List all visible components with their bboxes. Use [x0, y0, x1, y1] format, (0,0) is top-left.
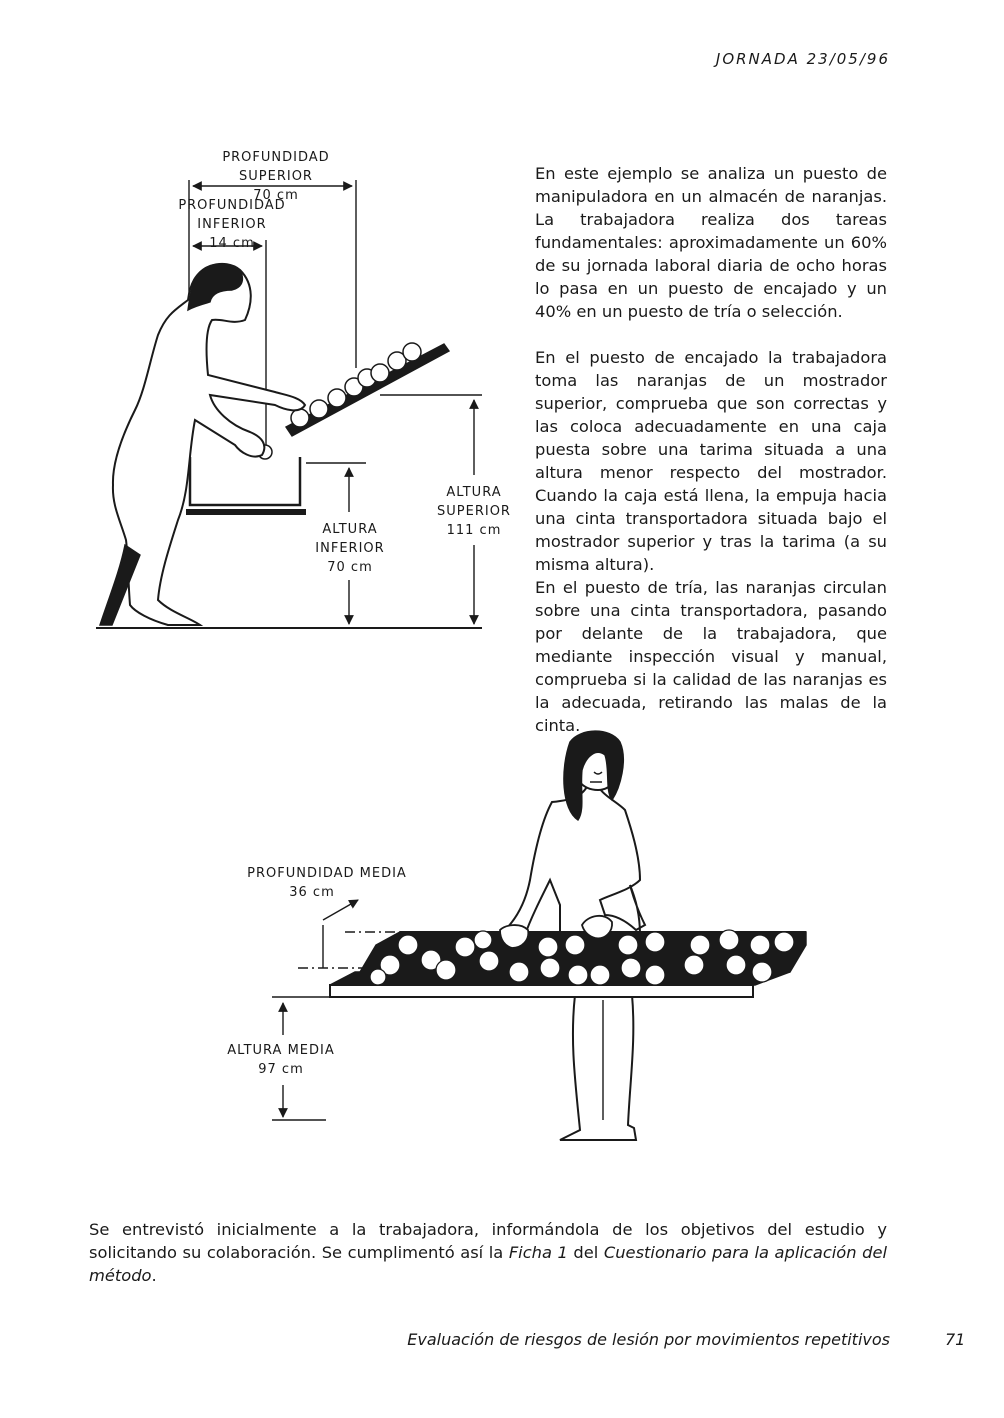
label-profundidad-inferior: PROFUNDIDAD INFERIOR 14 cm	[178, 198, 286, 251]
conveyor-belt-front	[330, 972, 790, 985]
page-number: 71	[945, 1330, 966, 1349]
journal-header: JORNADA 23/05/96	[715, 50, 890, 68]
label-altura-media: ALTURA MEDIA 97 cm	[227, 1043, 335, 1077]
cuestionario-reference: Cuestionario para la aplicación del método	[89, 1243, 887, 1286]
conveyor-edge	[330, 985, 753, 997]
worker-bottom-legs	[560, 995, 636, 1140]
sorting-station-figure	[272, 731, 806, 1140]
dim-profundidad-media-arrow	[323, 900, 358, 920]
paragraph-encajado: En el puesto de encajado la trabajadora toma las naranjas de un mostrador superior, comprueba que son correctas y las coloca adecuadamente en una caja puesta sobre una tarima situada a una altura menor respecto del mostrador. Cuando la caja está llena, la empuja hacia una cinta transportadora situada bajo el mostrador superior y tras la tarima (a su misma altura).	[535, 348, 887, 575]
footer-title: Evaluación de riesgos de lesión por movimientos repetitivos	[407, 1330, 890, 1349]
label-profundidad-superior: PROFUNDIDAD SUPERIOR 70 cm	[222, 150, 330, 203]
box	[190, 457, 300, 505]
label-altura-superior: ALTURA SUPERIOR 111 cm	[437, 485, 511, 538]
paragraph-tria: En el puesto de tría, las naranjas circulan sobre una cinta transportadora, pasando por delante de la trabajadora, que mediante inspección visual y manual, comprueba si la calidad de las naranjas es la adecuada, retirando las malas de la cinta.	[535, 578, 887, 736]
paragraph-intro: En este ejemplo se analiza un puesto de manipuladora en un almacén de naranjas. La trabajadora realiza dos tareas fundamentales: aproximadamente un 60% de su jornada laboral diaria de ocho horas lo pasa en un puesto de encajado y un 40% en un puesto de tría o selección.	[535, 164, 887, 322]
ficha-reference: Ficha 1	[508, 1243, 568, 1263]
label-altura-inferior: ALTURA INFERIOR 70 cm	[315, 522, 385, 575]
label-profundidad-media: PROFUNDIDAD MEDIA 36 cm	[247, 866, 407, 900]
upper-counter	[286, 344, 449, 436]
worker-top-body	[113, 264, 305, 625]
paragraph-interview: Se entrevistó inicialmente a la trabajadora, informándola de los objetivos del estudio y solicitando su colaboración. Se cumplimentó así la Ficha 1 del Cuestionario para la aplicación del método.	[89, 1220, 887, 1286]
